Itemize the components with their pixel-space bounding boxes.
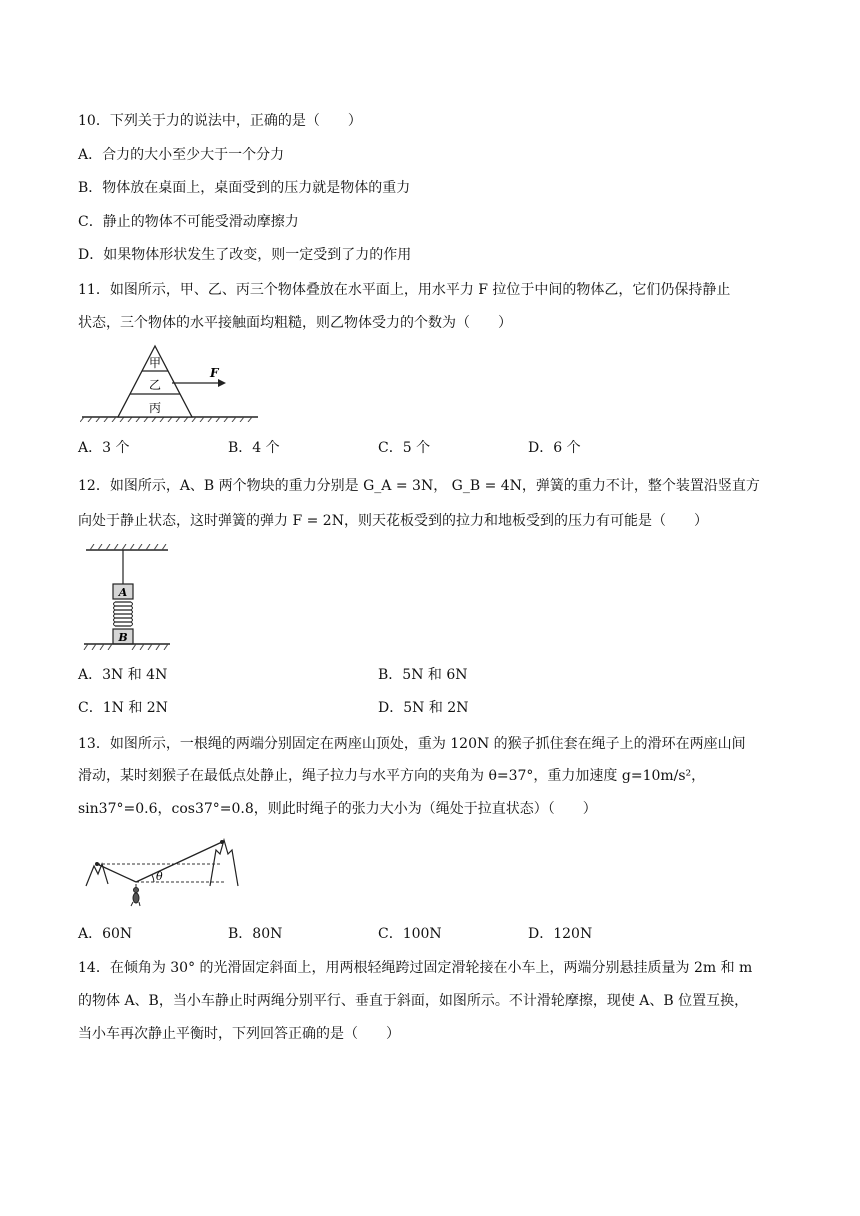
q10-option-d: D．如果物体形状发生了改变，则一定受到了力的作用: [78, 247, 412, 263]
q12-option-b: B．5N 和 6N: [378, 667, 468, 683]
q12-option-c: C．1N 和 2N: [78, 700, 168, 716]
q11-stem-line1: 11．如图所示，甲、乙、丙三个物体叠放在水平面上，用水平力 F 拉位于中间的物体乙，它们仍保持静止: [78, 282, 731, 298]
q12-stem-line2: 向处于静止状态，这时弹簧的弹力 F = 2N，则天花板受到的拉力和地板受到的压力有可能是（ ）: [78, 513, 708, 529]
q11-label-bing: 丙: [148, 401, 162, 415]
q14-stem-line1: 14．在倾角为 30° 的光滑固定斜面上，用两根轻绳跨过固定滑轮接在小车上，两端分别悬挂质量为 2m 和 m: [78, 960, 753, 976]
q14-stem-line3: 当小车再次静止平衡时，下列回答正确的是（ ）: [78, 1026, 400, 1042]
q11-stacked-blocks-figure: [80, 342, 260, 422]
q11-label-jia: 甲: [148, 356, 162, 370]
q13-option-d: D．120N: [528, 926, 593, 942]
q13-stem-line1: 13．如图所示，一根绳的两端分别固定在两座山顶处，重为 120N 的猴子抓住套在绳子上的滑环在两座山间: [78, 736, 746, 752]
q11-stem-line2: 状态，三个物体的水平接触面均粗糙，则乙物体受力的个数为（ ）: [78, 315, 512, 331]
q13-stem-line2: 滑动，某时刻猴子在最低点处静止，绳子拉力与水平方向的夹角为 θ=37°，重力加速度 g=10m/s²，: [78, 768, 706, 784]
q10-option-c: C．静止的物体不可能受滑动摩擦力: [78, 214, 299, 230]
q12-option-a: A．3N 和 4N: [78, 667, 168, 683]
q11-option-a: A．3 个: [78, 440, 130, 456]
q10-option-b: B．物体放在桌面上，桌面受到的压力就是物体的重力: [78, 180, 411, 196]
q11-option-d: D．6 个: [528, 440, 581, 456]
q13-angle-label: θ: [156, 870, 163, 883]
q13-option-a: A．60N: [78, 926, 133, 942]
q12-block-a-label: A: [118, 586, 128, 599]
q12-block-b-label: B: [118, 631, 128, 644]
q12-option-d: D．5N 和 2N: [378, 700, 469, 716]
q13-option-b: B．80N: [228, 926, 283, 942]
q10-stem: 10．下列关于力的说法中，正确的是（ ）: [78, 113, 362, 129]
q13-monkey-rope-figure: [84, 830, 244, 910]
q13-stem-line3: sin37°=0.6，cos37°=0.8，则此时绳子的张力大小为（绳处于拉直状态）（ ）: [78, 801, 597, 817]
q11-label-yi: 乙: [148, 378, 162, 392]
q10-option-a: A．合力的大小至少大于一个分力: [78, 147, 285, 163]
q11-option-b: B．4 个: [228, 440, 280, 456]
monkey-icon: [131, 884, 140, 906]
q13-option-c: C．100N: [378, 926, 442, 942]
q12-spring-blocks-figure: [82, 544, 172, 650]
q11-force-label: F: [210, 366, 219, 380]
q11-option-c: C．5 个: [378, 440, 431, 456]
q12-stem-line1: 12．如图所示，A、B 两个物块的重力分别是 G_A = 3N， G_B = 4N，弹簧的重力不计，整个装置沿竖直方: [78, 478, 760, 494]
q14-stem-line2: 的物体 A、B，当小车静止时两绳分别平行、垂直于斜面，如图所示。不计滑轮摩擦，现使 A、B 位置互换，: [78, 993, 749, 1009]
